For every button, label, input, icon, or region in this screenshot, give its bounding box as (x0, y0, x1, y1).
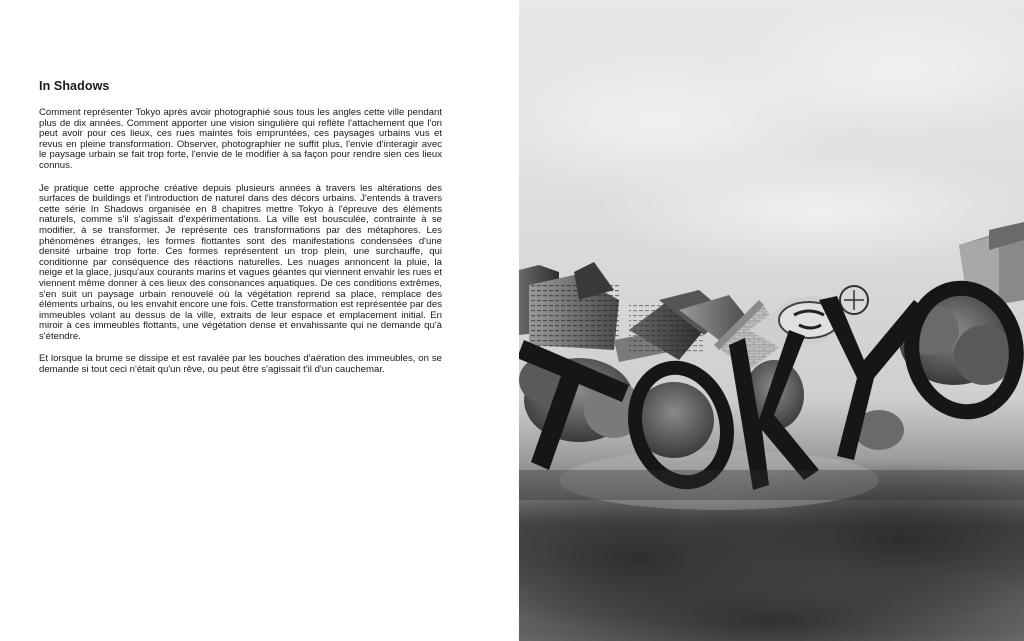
tokyo-collage-image (519, 0, 1024, 641)
paragraph-2: Je pratique cette approche créative depuis plusieurs années à travers les altérations des surfaces de buildings et l'introduction de naturel dans des décors urbains. J'entends à travers cette série In Shadows organisée en 8 chapitres mettre Tokyo à l'épreuve des éléments naturels, comme s'il s'agissait d'expérimentations. La ville est bousculée, contrainte à se modifier, à se transformer. Je représente ces transformations par des métaphores. Les phénomènes étranges, les formes flottantes sont des manifestations condensées d'une densité urbaine trop forte. Ces formes représentent un trop plein, une surchauffe, qui conditionne par conséquence des réactions naturelles. Les nuages annoncent la pluie, la neige et la glace, jusqu'aux courants marins et vagues géantes qui viennent envahir les rues et viennent même donner à ces lieux des consonances aquatiques. De ces conditions extrêmes, s'en suit un paysage urbain renouvelé où la végétation reprend sa place, remplace des éléments urbains, ou les envahit encore une fois. Cette transformation est représentée par des immeubles volant au dessus de la ville, extraits de leur espace et emplacement initial. En miroir à ces immeubles flottants, une végétation dense et envahissante qui ne demande qu'à s'étendre. (39, 182, 442, 342)
paragraph-3: Et lorsque la brume se dissipe et est ravalée par les bouches d'aération des immeubles, on se demande si tout ceci n'était qu'un rêve, ou peut être s'agissait t'il d'un cauchemar. (39, 353, 442, 376)
article-title: In Shadows (39, 79, 110, 93)
paragraph-1: Comment représenter Tokyo après avoir photographié sous tous les angles cette ville pendant plus de dix années. Comment apporter une vision singulière qui reflète l'attachement que l'on peut avoir pour ces lieux, ces rues maintes fois empruntées, ces paysages urbains vus et revus en pleine transformation. Observer, photographier ne suffit plus, l'envie d'interagir avec le paysage urbain se fait trop forte, l'envie de le modifier à sa façon pour rendre sien ces lieux connus. (39, 107, 442, 171)
article-body (39, 79, 442, 388)
artwork-page (519, 0, 1024, 641)
